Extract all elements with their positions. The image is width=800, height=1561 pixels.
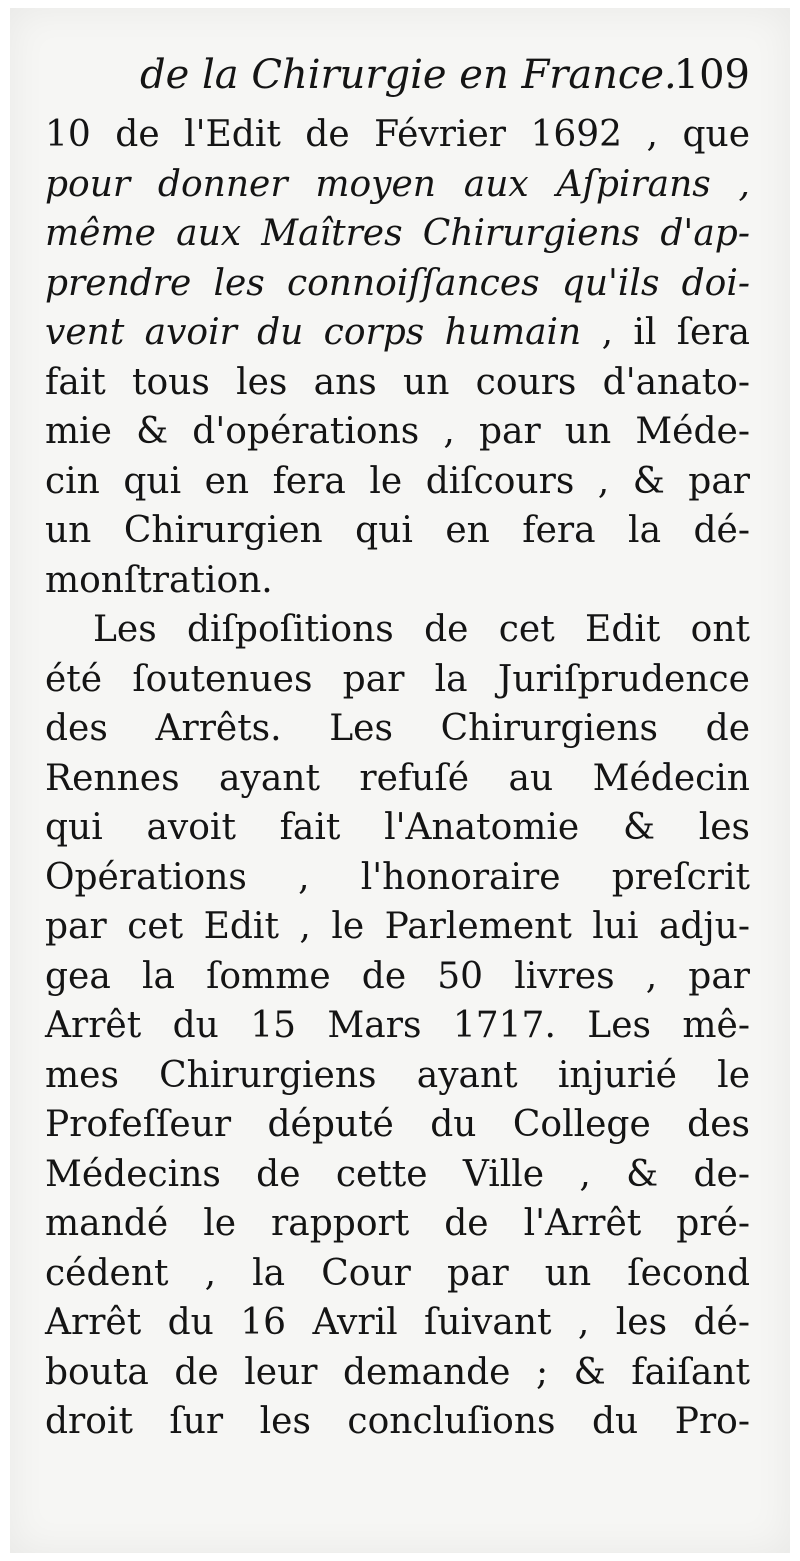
text-line: été ſoutenues par la Juriſprudence bbox=[45, 658, 750, 700]
text-line: pour donner moyen aux Aſpirans , bbox=[45, 163, 750, 205]
text-line-italic-part: vent avoir du corps humain bbox=[45, 312, 582, 353]
text-line: mes Chirurgiens ayant injurié le bbox=[45, 1054, 750, 1096]
running-title: de la Chirurgie en France. bbox=[140, 52, 677, 98]
text-line: mie & d'opérations , par un Méde- bbox=[45, 411, 750, 452]
text-line: Les diſpoſitions de cet Edit ont bbox=[93, 609, 750, 650]
text-line: Médecins de cette Ville , & de- bbox=[45, 1153, 750, 1195]
text-line: droit ſur les concluſions du Pro- bbox=[45, 1401, 750, 1442]
book-page bbox=[10, 8, 790, 1553]
text-line: gea la ſomme de 50 livres , par bbox=[45, 955, 750, 997]
text-line: fait tous les ans un cours d'anato- bbox=[45, 361, 750, 403]
text-line: 10 de l'Edit de Février 1692 , que bbox=[45, 114, 750, 155]
text-line: cin qui en fera le diſcours , & par bbox=[45, 460, 750, 502]
text-line: Rennes ayant refuſé au Médecin bbox=[45, 757, 750, 799]
text-line: mandé le rapport de l'Arrêt pré- bbox=[45, 1203, 750, 1244]
text-line: par cet Edit , le Parlement lui adju- bbox=[45, 906, 750, 947]
text-line bbox=[45, 308, 750, 358]
text-line: Opérations , l'honoraire preſcrit bbox=[45, 856, 750, 898]
text-line: monſtration. bbox=[45, 559, 273, 601]
text-line: qui avoit fait l'Anatomie & les bbox=[45, 807, 750, 848]
text-line: cédent , la Cour par un ſecond bbox=[45, 1252, 750, 1294]
text-line: des Arrêts. Les Chirurgiens de bbox=[45, 708, 750, 749]
text-line: Arrêt du 16 Avril ſuivant , les dé- bbox=[45, 1302, 750, 1343]
page-number: 109 bbox=[673, 52, 750, 98]
text-line: bouta de leur demande ; & faiſant bbox=[45, 1351, 750, 1393]
text-line: prendre les connoiſſances qu'ils doi- bbox=[45, 262, 750, 304]
text-line-roman-part: , il ſera bbox=[601, 312, 750, 353]
text-line: Arrêt du 15 Mars 1717. Les mê- bbox=[45, 1005, 750, 1046]
page-header bbox=[45, 52, 750, 112]
text-line: Profeſſeur député du College des bbox=[45, 1104, 750, 1145]
text-line: même aux Maîtres Chirurgiens d'ap- bbox=[45, 213, 750, 254]
text-line: un Chirurgien qui en fera la dé- bbox=[45, 510, 750, 551]
body-text bbox=[45, 110, 750, 1447]
